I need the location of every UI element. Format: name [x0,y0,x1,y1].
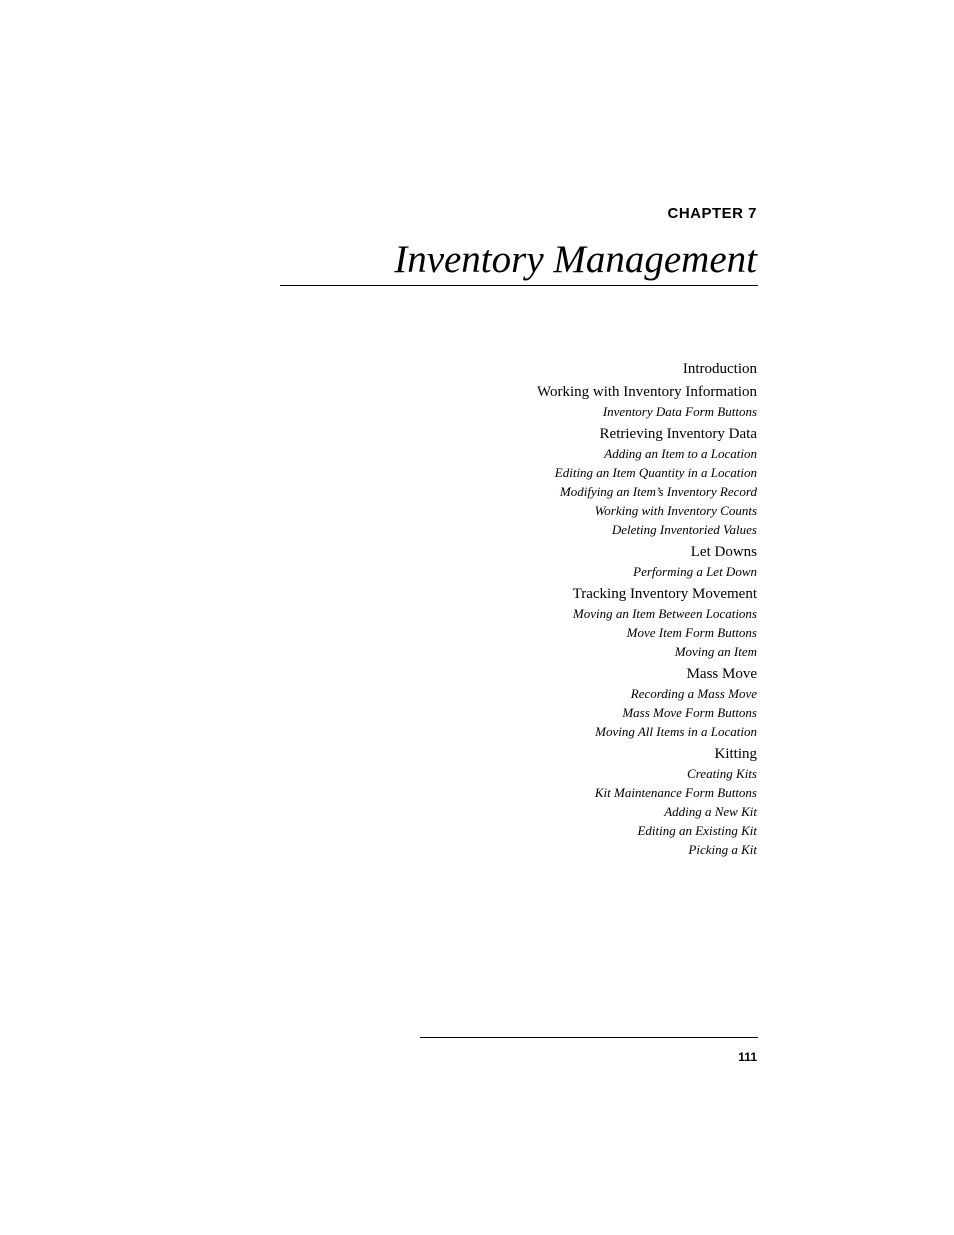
toc-subsection-entry[interactable]: Move Item Form Buttons [626,625,757,640]
toc-subsection-entry[interactable]: Modifying an Item’s Inventory Record [559,484,757,499]
toc-subsection-entry[interactable]: Adding a New Kit [664,804,757,819]
toc-subsection-entry[interactable]: Editing an Existing Kit [637,823,757,838]
toc-subsection-entry[interactable]: Moving an Item Between Locations [572,606,757,621]
toc-subsection-entry[interactable]: Editing an Item Quantity in a Location [554,465,757,480]
toc-subsection-entry[interactable]: Creating Kits [687,766,757,781]
toc-subsection-entry[interactable]: Moving All Items in a Location [595,724,757,739]
footer-divider [420,1037,758,1038]
toc-subsection-entry[interactable]: Performing a Let Down [633,564,757,579]
chapter-contents-list [337,360,757,859]
toc-subsection-entry[interactable]: Working with Inventory Counts [594,503,757,518]
toc-section-entry[interactable]: Kitting [714,746,757,762]
toc-section-entry[interactable]: Tracking Inventory Movement [572,586,757,602]
toc-subsection-entry[interactable]: Moving an Item [674,644,757,659]
title-divider [280,285,758,286]
toc-subsection-entry[interactable]: Recording a Mass Move [630,686,757,701]
toc-section-entry[interactable]: Retrieving Inventory Data [599,426,757,442]
toc-subsection-entry[interactable]: Deleting Inventoried Values [611,522,757,537]
toc-subsection-entry[interactable]: Adding an Item to a Location [604,446,757,461]
toc-subsection-entry[interactable]: Kit Maintenance Form Buttons [594,785,757,800]
toc-section-entry[interactable]: Working with Inventory Information [537,384,757,400]
chapter-title: Inventory Management [394,238,757,281]
toc-subsection-entry[interactable]: Picking a Kit [688,842,757,857]
page-number: 111 [738,1050,757,1064]
toc-section-entry[interactable]: Let Downs [690,544,757,560]
toc-subsection-entry[interactable]: Inventory Data Form Buttons [602,404,757,419]
toc-section-entry[interactable]: Introduction [682,361,757,377]
chapter-label: CHAPTER 7 [667,205,757,222]
toc-subsection-entry[interactable]: Mass Move Form Buttons [622,705,757,720]
toc-section-entry[interactable]: Mass Move [686,666,757,682]
